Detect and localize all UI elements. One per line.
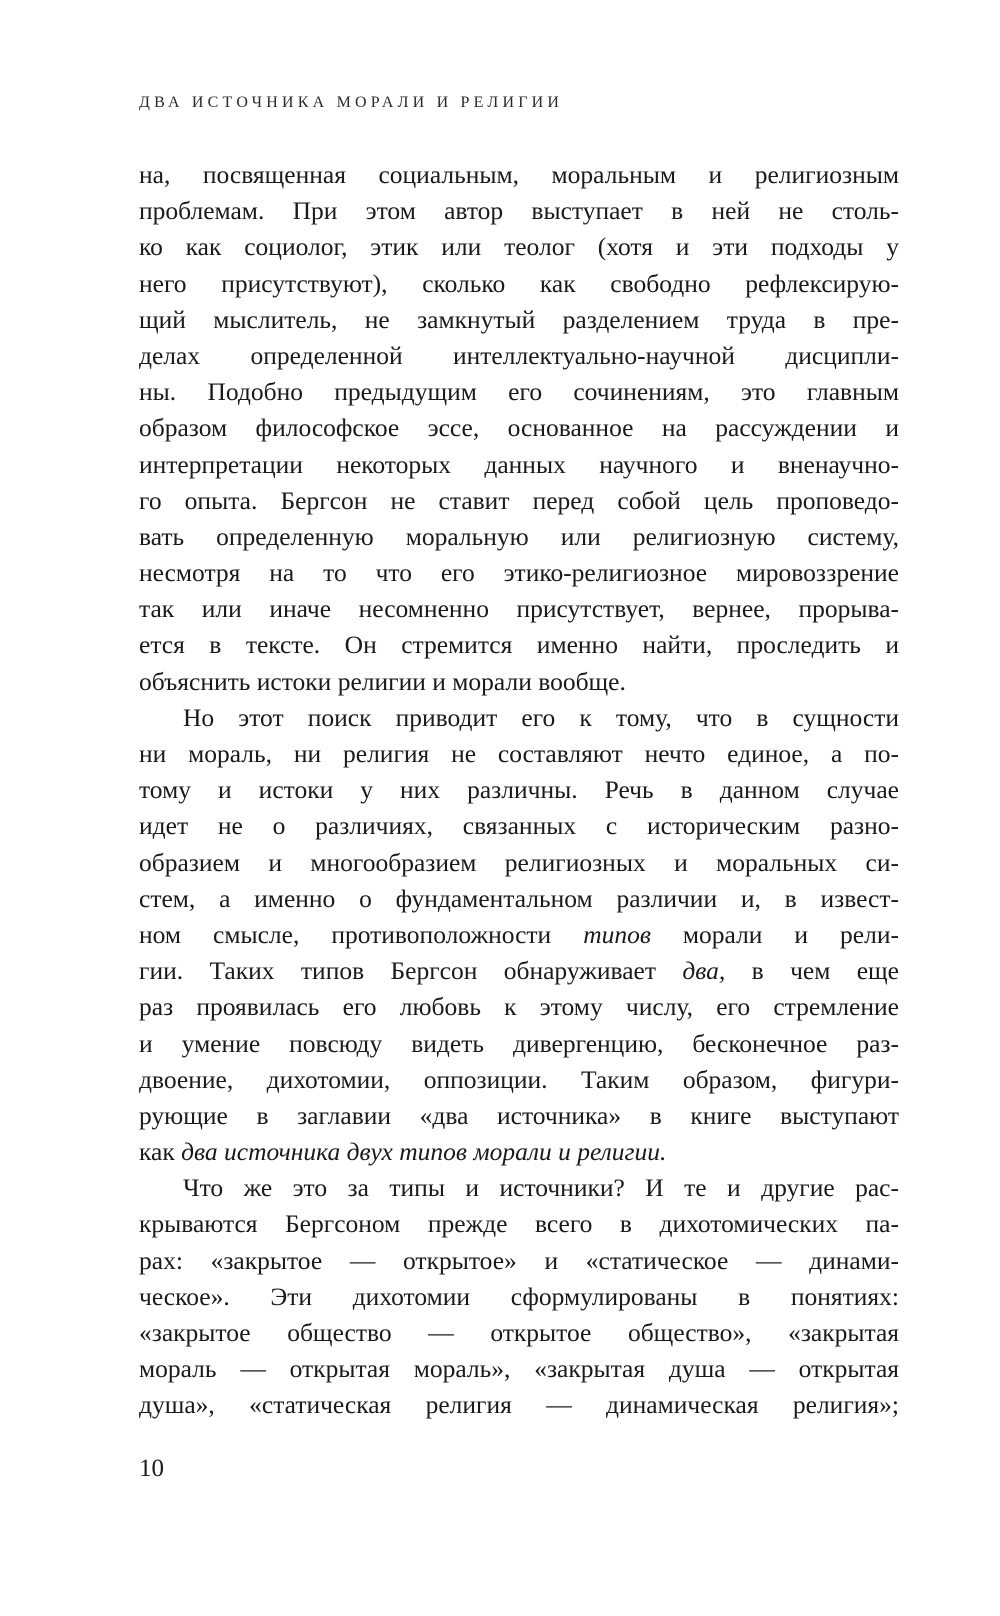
text-line (139, 1026, 899, 1062)
text-run: и умение повсюду видеть дивергенцию, бесконечное раз- (139, 1028, 899, 1058)
text-run: ческое». Эти дихотомии сформулированы в понятиях: (139, 1281, 899, 1311)
text-line (139, 1134, 899, 1170)
text-line (139, 772, 899, 808)
text-line (139, 917, 899, 953)
text-run: ны. Подобно предыдущим его сочинениям, это главным (139, 377, 899, 407)
text-line (139, 157, 899, 193)
text-run: тому и истоки у них различны. Речь в данном случае (139, 775, 899, 805)
text-run: интерпретации некоторых данных научного и вненаучно- (139, 449, 899, 479)
text-line (139, 555, 899, 591)
text-line (139, 1387, 899, 1423)
text-run: на, посвященная социальным, моральным и религиозным (139, 160, 899, 189)
text-line (139, 881, 899, 917)
text-run: него присутствуют), сколько как свободно рефлексирую- (139, 268, 899, 298)
text-run: мораль — открытая мораль», «закрытая душа — открытая (139, 1354, 899, 1384)
text-run: «закрытое общество — открытое общество», «закрытая (139, 1318, 899, 1347)
text-run: гии. Таких типов Бергсон обнаруживает (139, 956, 683, 986)
text-run: образом философское эссе, основанное на рассуждении и (139, 413, 899, 443)
text-run: ном смысле, противоположности (139, 919, 584, 949)
page-number: 10 (139, 1455, 164, 1482)
text-line (139, 1351, 899, 1387)
text-run: идет не о различиях, связанных с историческим разно- (139, 811, 899, 841)
text-line (139, 374, 899, 410)
text-run: как (139, 1137, 182, 1167)
text-line (139, 953, 899, 989)
text-line (139, 1062, 899, 1098)
text-run: крываются Бергсоном прежде всего в дихотомических па- (139, 1209, 899, 1239)
text-line (139, 1243, 899, 1279)
text-run: Что же это за типы и источники? И те и другие рас- (183, 1173, 899, 1203)
text-run: ко как социолог, этик или теолог (хотя и эти подходы у (139, 232, 899, 262)
text-line (139, 193, 899, 229)
text-run: Но этот поиск приводит его к тому, что в сущности (183, 702, 899, 732)
text-line (139, 845, 899, 881)
text-line (139, 1315, 899, 1351)
italic-run: типов (583, 919, 651, 949)
text-line (139, 1279, 899, 1315)
text-line (139, 1098, 899, 1134)
text-run: делах определенной интеллектуально-научной дисципли- (139, 340, 899, 370)
text-line (139, 664, 899, 700)
italic-run: два источника двух типов морали и религии. (181, 1137, 667, 1167)
text-line (139, 302, 899, 338)
text-line (139, 808, 899, 844)
text-line (139, 700, 899, 736)
text-line (139, 410, 899, 446)
text-run: объяснить истоки религии и морали вообще. (139, 666, 626, 696)
text-run: щий мыслитель, не замкнутый разделением труда в пре- (139, 304, 899, 334)
text-run: стем, а именно о фундаментальном различии и, в извест- (139, 883, 899, 913)
text-run: в чем еще (725, 956, 899, 986)
text-line (139, 338, 899, 374)
text-run: вать определенную моральную или религиозную систему, (139, 521, 899, 551)
text-run: ется в тексте. Он стремится именно найти, проследить и (139, 630, 899, 660)
text-run: ни мораль, ни религия не составляют нечто единое, а по- (139, 739, 899, 768)
text-line (139, 591, 899, 627)
text-line (139, 1170, 899, 1206)
running-head: ДВА ИСТОЧНИКА МОРАЛИ И РЕЛИГИИ (139, 94, 564, 111)
text-run: морали и рели- (650, 919, 899, 949)
text-line (139, 519, 899, 555)
text-line (139, 1206, 899, 1242)
text-line (139, 229, 899, 265)
text-line (139, 266, 899, 302)
text-run: рах: «закрытое — открытое» и «статическое — динами- (139, 1245, 899, 1275)
text-run: проблемам. При этом автор выступает в ней не столь- (139, 196, 899, 226)
text-run: раз проявилась его любовь к этому числу, его стремление (139, 992, 899, 1022)
text-line (139, 483, 899, 519)
text-run: двоение, дихотомии, оппозиции. Таким образом, фигури- (139, 1064, 899, 1094)
text-line (139, 627, 899, 663)
text-run: рующие в заглавии «два источника» в книге выступают (139, 1100, 899, 1130)
text-run: несмотря на то что его этико-религиозное мировоззрение (139, 558, 899, 588)
text-run: душа», «статическая религия — динамическая религия»; (139, 1390, 899, 1420)
italic-run: два, (682, 956, 726, 986)
text-run: так или иначе несомненно присутствует, вернее, прорыва- (139, 594, 899, 624)
text-run: образием и многообразием религиозных и моральных си- (139, 847, 899, 877)
text-line (139, 447, 899, 483)
body-text (139, 157, 899, 1424)
text-line (139, 736, 899, 772)
text-line (139, 989, 899, 1025)
text-run: го опыта. Бергсон не ставит перед собой цель проповедо- (139, 485, 899, 515)
